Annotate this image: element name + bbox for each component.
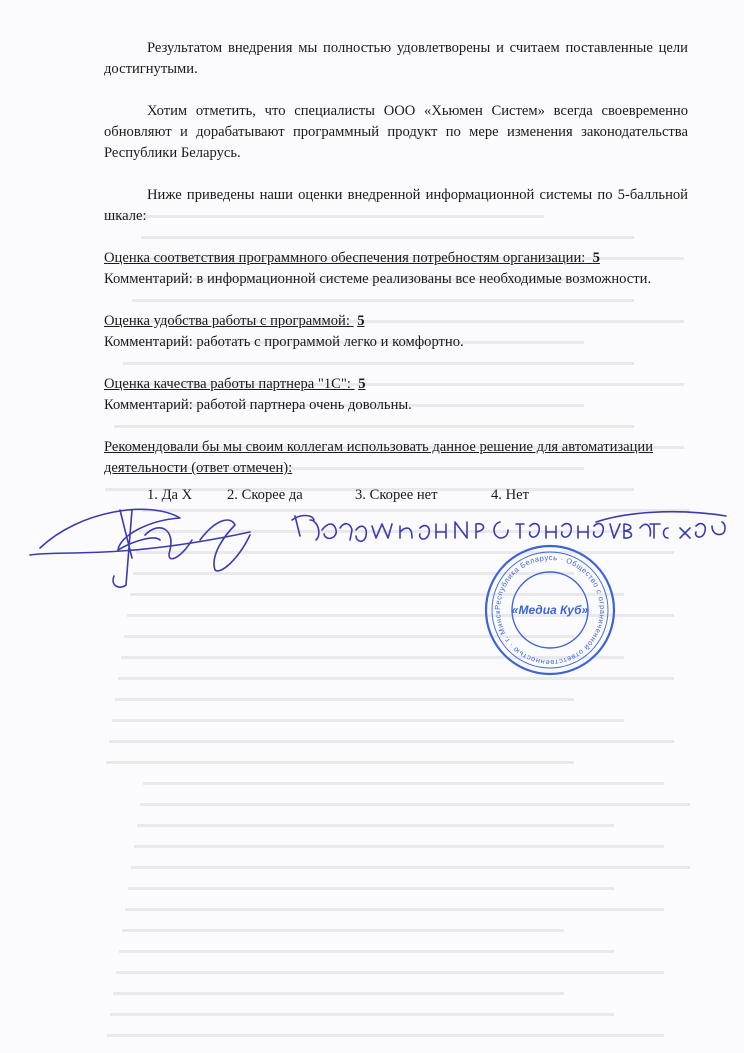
bleed-line [122,929,564,932]
recommend-question: Рекомендовали бы мы своим коллегам использовать данное решение для автоматизации деятельности (ответ отмечен): [104,439,654,476]
rating-block-usability [104,311,688,353]
rating-software-comment: Комментарий: в информационной системе реализованы все необходимые возможности. [104,271,652,287]
rating-block-software [104,248,688,290]
paragraph-result: Результатом внедрения мы полностью удовлетворены и считаем поставленные цели достигнутыми. [104,40,688,77]
bleed-line [140,803,690,806]
option-yes: 1. Да Х [147,487,193,503]
bleed-line [115,698,574,701]
letter-body [104,38,688,506]
option-no: 4. Нет [491,487,529,503]
rating-software-label: Оценка соответствия программного обеспечения потребностям организации: [104,250,586,266]
rating-partner-label: Оценка качества работы партнера "1С": [104,376,351,392]
bleed-line [134,845,664,848]
recommend-options [104,485,688,506]
bleed-line [112,719,624,722]
rating-block-partner [104,374,688,416]
seal-ring-text: Республика Беларусь · Общество с ограниченной ответственностью · г. Минск [492,552,608,668]
paragraph-updates: Хотим отметить, что специалисты ООО «Хьюмен Систем» всегда своевременно обновляют и дорабатывают программный продукт по мере изменения законодательства Республики Беларусь. [104,103,688,161]
paragraph-ratings-intro: Ниже приведены наши оценки внедренной информационной системы по 5-балльной шкале: [104,187,688,224]
company-seal [480,540,620,680]
bleed-line [110,1013,614,1016]
option-rather-no: 3. Скорее нет [355,487,438,503]
rating-software-score: 5 [592,250,600,266]
bleed-line [142,509,690,512]
bleed-line [143,782,664,785]
bleed-line [139,530,624,533]
bleed-line [137,824,614,827]
bleed-line [107,1034,664,1037]
bleed-line [113,992,564,995]
option-rather-yes: 2. Скорее да [227,487,303,503]
rating-usability-comment: Комментарий: работать с программой легко и комфортно. [104,334,464,350]
bleed-line [125,908,664,911]
seal-center-text: «Медиа Куб» [511,603,589,617]
rating-usability-score: 5 [357,313,365,329]
bleed-line [131,866,690,869]
rating-partner-comment: Комментарий: работой партнера очень довольны. [104,397,412,413]
rating-partner-score: 5 [358,376,366,392]
bleed-line [128,887,614,890]
rating-usability-label: Оценка удобства работы с программой: [104,313,350,329]
bleed-line [116,971,664,974]
bleed-line [106,761,574,764]
bleed-line [109,740,674,743]
bleed-line [119,950,614,953]
